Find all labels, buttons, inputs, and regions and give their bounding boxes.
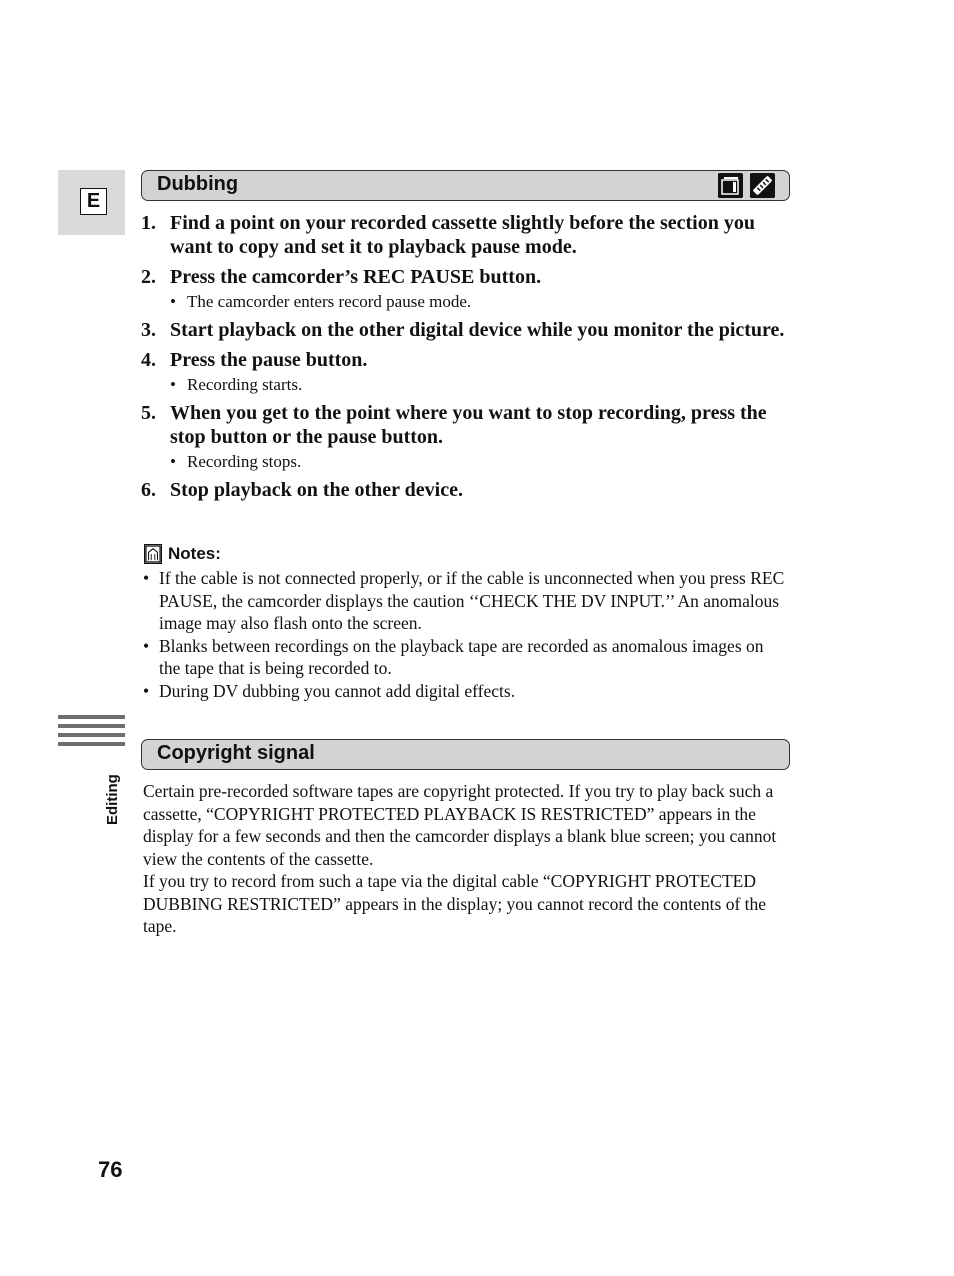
chapter-stripes	[58, 715, 125, 751]
copyright-body	[143, 780, 788, 938]
note-item: • If the cable is not connected properly, or if the cable is unconnected when you press REC PAUSE, the camcorder displays the caution ‘‘CHECK THE DV INPUT.’’ An anomalous image may also flash onto the screen.	[143, 567, 788, 635]
remote-control-icon	[750, 173, 775, 198]
copyright-section-header	[141, 739, 790, 770]
copyright-paragraph-1: Certain pre-recorded software tapes are copyright protected. If you try to play back such a cassette, “COPYRIGHT PROTECTED PLAYBACK IS RESTRICTED” appears in the display for a few seconds and then the camcorder displays a blank blue screen; you cannot view the contents of the cassette.	[143, 781, 777, 869]
camcorder-mode-icon	[718, 173, 743, 198]
step-3: 3. Start playback on the other digital device while you monitor the picture.	[141, 319, 785, 341]
step-5: 5. When you get to the point where you want to stop recording, press the stop button or the pause button.	[141, 402, 767, 448]
page-number: 76	[98, 1157, 123, 1182]
notes-title: Notes:	[168, 544, 221, 563]
dubbing-title: Dubbing	[157, 173, 239, 195]
note-icon	[144, 544, 162, 564]
step-6: 6. Stop playback on the other device.	[141, 479, 463, 501]
notes-heading	[144, 544, 221, 564]
dubbing-section-header	[141, 170, 790, 201]
chapter-label: Editing	[104, 774, 121, 825]
dubbing-steps	[141, 211, 791, 508]
step-1: 1. Find a point on your recorded cassette slightly before the section you want to copy and set it to playback pause mode.	[141, 212, 755, 258]
language-tab	[58, 170, 125, 235]
language-indicator: E	[80, 188, 107, 215]
notes-list	[143, 567, 788, 702]
note-item: • During DV dubbing you cannot add digital effects.	[143, 680, 788, 703]
step-4: 4. Press the pause button.	[141, 349, 368, 371]
note-item: • Blanks between recordings on the playback tape are recorded as anomalous images on the tape that is being recorded to.	[143, 635, 788, 680]
step-2-note: • The camcorder enters record pause mode.	[141, 291, 791, 312]
copyright-title: Copyright signal	[157, 742, 315, 764]
copyright-paragraph-2: If you try to record from such a tape via the digital cable “COPYRIGHT PROTECTED DUBBING RESTRICTED” appears in the display; you cannot record the contents of the tape.	[143, 871, 767, 936]
step-4-note: • Recording starts.	[141, 374, 791, 395]
step-5-note: • Recording stops.	[141, 451, 791, 472]
step-2: 2. Press the camcorder’s REC PAUSE button.	[141, 266, 542, 288]
